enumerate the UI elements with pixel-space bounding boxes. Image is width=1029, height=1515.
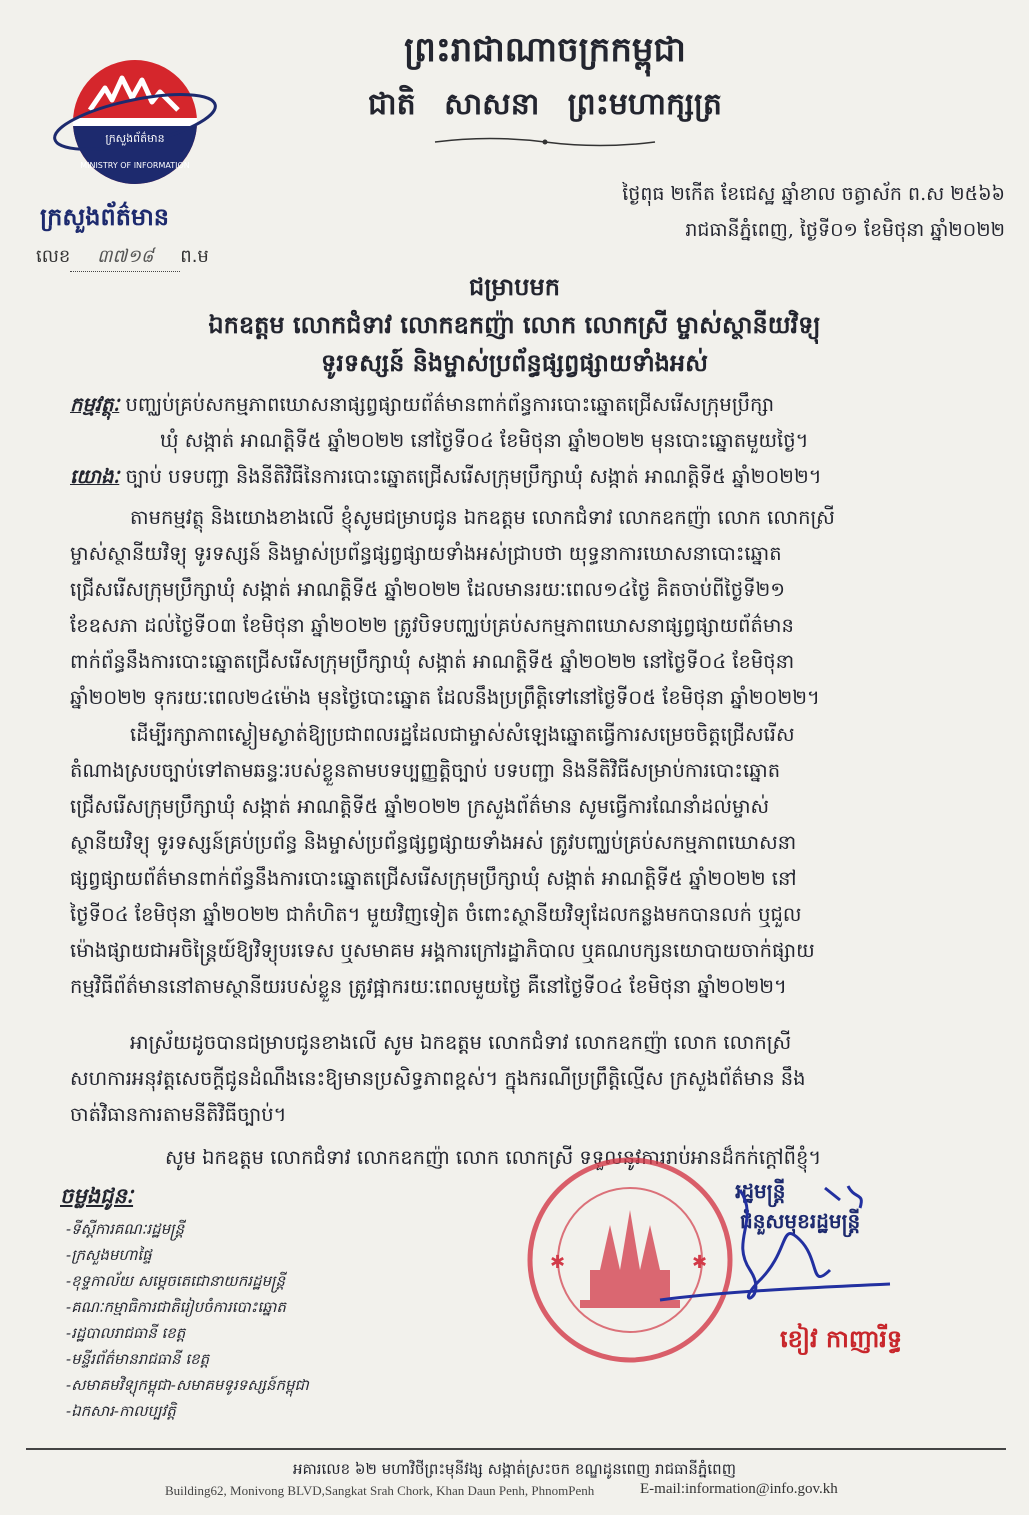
paragraph1-line: ម្ចាស់ស្ថានីយវិទ្យុ ទូរទស្សន៍ និងម្ចាស់ប្រព័ន្ធផ្សព្វផ្សាយទាំងអស់ជ្រាបថា យុទ្ធនាការឃោសនាបោះឆ្នោត: [70, 542, 782, 565]
date-lunar: ថ្ងៃពុធ ២កើត ខែជេស្ឋ ឆ្នាំខាល ចត្វាស័ក ព.ស ២៥៦៦: [622, 183, 1005, 205]
paragraph1-line: ឆ្នាំ២០២២ ទុករយៈពេល២៤ម៉ោង មុនថ្ងៃបោះឆ្នោត ដែលនឹងប្រព្រឹត្តិទៅនៅថ្ងៃទី០៥ ខែមិថុនា ឆ្នាំ២០២២។: [70, 686, 820, 709]
subject-line-1: [70, 392, 774, 421]
paragraph2-line: ផ្សព្វផ្សាយព័ត៌មានពាក់ព័ន្ធនឹងការបោះឆ្នោតជ្រើសរើសក្រុមប្រឹក្សាឃុំ សង្កាត់ អាណត្តិទី៥ ឆ្នាំ២០២២ នៅ: [70, 867, 797, 890]
paragraph2-line: ថ្ងៃទី០៤ ខែមិថុនា ឆ្នាំ២០២២ ជាកំហិត។ មួយវិញទៀត ចំពោះស្ថានីយវិទ្យុដែលកន្លងមកបានលក់ ឬជួល: [70, 903, 802, 926]
svg-text:✱: ✱: [550, 1252, 566, 1273]
reference-number: [36, 244, 209, 272]
paragraph3-line: ចាត់វិធានការតាមនីតិវិធីច្បាប់។: [70, 1103, 287, 1126]
footer-address-kh: អគារលេខ ៦២ មហាវិថីព្រះមុនីវង្ស សង្កាត់ស្រះចក ខណ្ឌដូនពេញ រាជធានីភ្នំពេញ: [292, 1460, 736, 1478]
kingdom-heading: ព្រះរាជាណាចក្រកម្ពុជា: [404, 30, 686, 70]
reference-text: ច្បាប់ បទបញ្ជា និងនីតិវិធីនៃការបោះឆ្នោតជ្រើសរើសក្រុមប្រឹក្សាឃុំ សង្កាត់ អាណត្តិទី៥ ឆ្នាំ២០២២។: [125, 465, 822, 488]
ministry-name: ក្រសួងព័ត៌មាន: [40, 202, 170, 231]
addressee-line-1: ឯកឧត្តម លោកជំទាវ លោកឧកញ៉ា លោក លោកស្រី ម្ចាស់ស្ថានីយវិទ្យុ: [208, 310, 821, 339]
reference-line: [70, 464, 822, 493]
paragraph1-line: តាមកម្មវត្ថុ និងយោងខាងលើ ខ្ញុំសូមជម្រាបជូន ឯកឧត្តម លោកជំទាវ លោកឧកញ៉ា លោក លោកស្រី: [130, 506, 835, 529]
header-ornament: [430, 135, 660, 149]
paragraph2-line: ដើម្បីរក្សាភាពស្ងៀមស្ងាត់ឱ្យប្រជាពលរដ្ឋដែលជាម្ចាស់សំឡេងឆ្នោតធ្វើការសម្រេចចិត្តជ្រើសរើស: [130, 723, 795, 746]
announce-heading: ជម្រាបមក: [469, 272, 560, 301]
national-motto: ជាតិ សាសនា ព្រះមហាក្សត្រ: [368, 87, 722, 122]
cc-item: -សមាគមវិទ្យុកម្ពុជា-សមាគមទូរទស្សន៍កម្ពុជា: [66, 1376, 309, 1394]
paragraph2-line: កម្មវិធីព័ត៌មាននៅតាមស្ថានីយរបស់ខ្លួន ត្រូវផ្អាករយៈពេលមួយថ្ងៃ គឺនៅថ្ងៃទី០៤ ខែមិថុនា ឆ្នាំ២០២២។: [70, 975, 787, 998]
paragraph1-line: ខែឧសភា ដល់ថ្ងៃទី០៣ ខែមិថុនា ឆ្នាំ២០២២ ត្រូវបិទបញ្ឈប់គ្រប់សកម្មភាពឃោសនាផ្សព្វផ្សាយព័ត៌មាន: [70, 614, 794, 637]
logo-text-kh: ក្រសួងព័ត៌មាន: [105, 132, 165, 145]
cc-title: ចម្លងជូនៈ: [60, 1183, 134, 1208]
date-solar: រាជធានីភ្នំពេញ, ថ្ងៃទី០១ ខែមិថុនា ឆ្នាំ២០២២: [685, 219, 1005, 241]
paragraph3-line: សហការអនុវត្តសេចក្តីជូនដំណឹងនេះឱ្យមានប្រសិទ្ធភាពខ្ពស់។ ក្នុងករណីប្រព្រឹត្តិល្មើស ក្រសួងព័ត៌មាន នឹង: [70, 1067, 806, 1090]
cc-item: -ឯកសារ-កាលប្បវត្តិ: [66, 1402, 176, 1420]
closing-line: សូម ឯកឧត្តម លោកជំទាវ លោកឧកញ៉ា លោក លោកស្រី ទទួលនូវការរាប់អានដ៏កក់ក្តៅពីខ្ញុំ។: [165, 1146, 822, 1169]
signature-subtitle: ជំនួសមុខរដ្ឋមន្ត្រី: [740, 1209, 861, 1233]
footer-divider: [26, 1448, 1006, 1450]
subject-line-2: ឃុំ សង្កាត់ អាណត្តិទី៥ ឆ្នាំ២០២២ នៅថ្ងៃទី០៤ ខែមិថុនា ឆ្នាំ២០២២ មុនបោះឆ្នោតមួយថ្ងៃ។: [160, 429, 809, 452]
paragraph2-line: ស្ថានីយវិទ្យុ ទូរទស្សន៍គ្រប់ប្រព័ន្ធ និងម្ចាស់ប្រព័ន្ធផ្សព្វផ្សាយទាំងអស់ ត្រូវបញ្ឈប់គ្រប់សកម្មភាពឃោសនា: [70, 831, 797, 854]
ref-prefix: លេខ: [36, 246, 71, 267]
cc-item: -ខុទ្ទកាល័យ សម្តេចតេជោនាយករដ្ឋមន្ត្រី: [66, 1272, 286, 1290]
handwritten-signature: [620, 1180, 900, 1330]
signature-title: រដ្ឋមន្ត្រី: [735, 1179, 786, 1203]
ministry-logo: [50, 50, 220, 200]
logo-text-en: MINISTRY OF INFORMATION: [80, 161, 190, 170]
paragraph2-line: ជ្រើសរើសក្រុមប្រឹក្សាឃុំ សង្កាត់ អាណត្តិទី៥ ឆ្នាំ២០២២ ក្រសួងព័ត៌មាន សូមធ្វើការណែនាំដល់ម្ចាស់: [70, 795, 770, 818]
signer-name: ខៀវ កាញារីទ្ធ: [780, 1324, 903, 1353]
paragraph2-line: ម៉ោងផ្សាយជាអចិន្ត្រៃយ៍ឱ្យវិទ្យុបរទេស ឬសមាគម អង្គការក្រៅរដ្ឋាភិបាល ឬគណបក្សនយោបាយចាក់ផ្សាយ: [70, 939, 815, 962]
reference-label: យោងៈ: [70, 465, 120, 488]
paragraph1-line: ជ្រើសរើសក្រុមប្រឹក្សាឃុំ សង្កាត់ អាណត្តិទី៥ ឆ្នាំ២០២២ ដែលមានរយៈពេល១៤ថ្ងៃ គិតចាប់ពីថ្ងៃទី២១: [70, 578, 785, 601]
footer-address-en: Building62, Monivong BLVD,Sangkat Srah Chork, Khan Daun Penh, PhnomPenh: [165, 1483, 595, 1498]
cc-item: -មន្ទីរព័ត៌មានរាជធានី ខេត្ត: [66, 1350, 210, 1368]
addressee-line-2: ទូរទស្សន៍ និងម្ចាស់ប្រព័ន្ធផ្សព្វផ្សាយទាំងអស់: [321, 348, 708, 377]
paragraph2-line: តំណាងស្របច្បាប់ទៅតាមឆន្ទៈរបស់ខ្លួនតាមបទប្បញ្ញត្តិច្បាប់ បទបញ្ជា និងនីតិវិធីសម្រាប់ការបោះឆ្នោត: [70, 759, 781, 782]
subject-text-1: បញ្ឈប់គ្រប់សកម្មភាពឃោសនាផ្សព្វផ្សាយព័ត៌មានពាក់ព័ន្ធការបោះឆ្នោតជ្រើសរើសក្រុមប្រឹក្សា: [125, 393, 775, 416]
cc-item: -ទីស្តីការគណៈរដ្ឋមន្ត្រី: [66, 1220, 185, 1238]
footer-email: E-mail:information@info.gov.kh: [640, 1481, 838, 1497]
cc-item: -គណៈកម្មាធិការជាតិរៀបចំការបោះឆ្នោត: [66, 1298, 286, 1316]
cc-item: -រដ្ឋបាលរាជធានី ខេត្ត: [66, 1324, 186, 1342]
cc-item: -ក្រសួងមហាផ្ទៃ: [66, 1246, 152, 1264]
subject-label: កម្មវត្ថុៈ: [70, 393, 120, 416]
ref-number: ៣៧១៨: [70, 244, 180, 272]
paragraph3-line: អាស្រ័យដូចបានជម្រាបជូនខាងលើ សូម ឯកឧត្តម លោកជំទាវ លោកឧកញ៉ា លោក លោកស្រី: [130, 1031, 792, 1054]
svg-text:✱: ✱: [692, 1252, 708, 1273]
ref-suffix: ព.ម: [180, 246, 209, 267]
paragraph1-line: ពាក់ព័ន្ធនឹងការបោះឆ្នោតជ្រើសរើសក្រុមប្រឹក្សាឃុំ សង្កាត់ អាណត្តិទី៥ ឆ្នាំ២០២២ នៅថ្ងៃទី០៤ ខែមិថុនា: [70, 650, 795, 673]
